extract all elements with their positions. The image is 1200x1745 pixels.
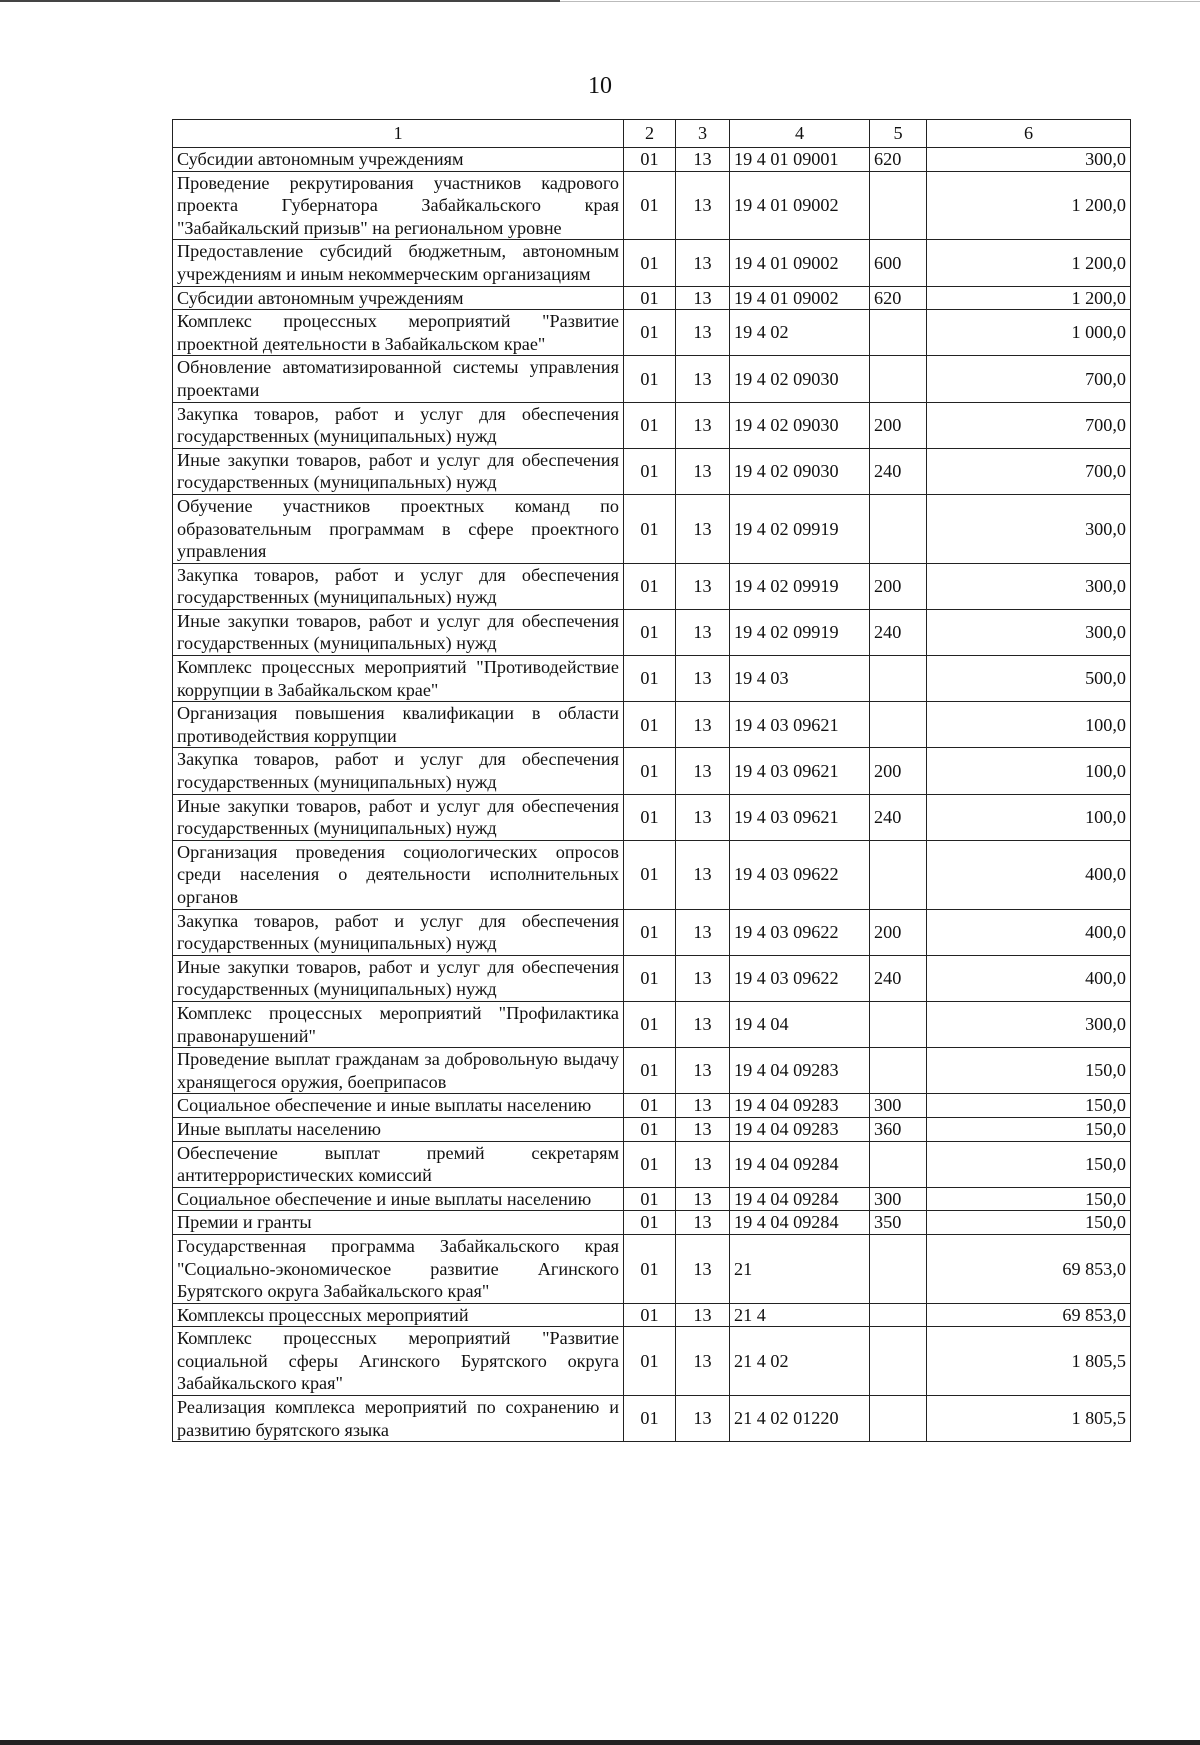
row-subsection: 13	[676, 955, 730, 1001]
row-section: 01	[624, 148, 676, 172]
row-section: 01	[624, 748, 676, 794]
table-row	[173, 840, 1131, 909]
row-amount: 500,0	[927, 656, 1131, 702]
row-expense-type: 200	[870, 748, 927, 794]
row-name: Закупка товаров, работ и услуг для обеспечения государственных (муниципальных) нужд	[173, 563, 624, 609]
row-expense-type: 620	[870, 148, 927, 172]
column-header-4: 4	[730, 120, 870, 148]
row-amount: 100,0	[927, 794, 1131, 840]
row-name: Премии и гранты	[173, 1211, 624, 1235]
row-target-article: 19 4 02	[730, 310, 870, 356]
row-target-article: 19 4 01 09001	[730, 148, 870, 172]
row-name: Комплекс процессных мероприятий "Развитие социальной сферы Агинского Бурятского округа Забайкальского края"	[173, 1327, 624, 1396]
column-header-3: 3	[676, 120, 730, 148]
row-amount: 700,0	[927, 356, 1131, 402]
row-section: 01	[624, 240, 676, 286]
row-amount: 1 805,5	[927, 1327, 1131, 1396]
row-name: Комплексы процессных мероприятий	[173, 1303, 624, 1327]
row-amount: 1 000,0	[927, 310, 1131, 356]
row-expense-type: 200	[870, 909, 927, 955]
row-target-article: 19 4 02 09030	[730, 402, 870, 448]
column-header-5: 5	[870, 120, 927, 148]
budget-table	[172, 119, 1131, 1442]
table-row	[173, 1303, 1131, 1327]
row-target-article: 19 4 03 09621	[730, 794, 870, 840]
table-row	[173, 656, 1131, 702]
row-target-article: 21 4 02	[730, 1327, 870, 1396]
table-row	[173, 1094, 1131, 1118]
row-expense-type	[870, 1141, 927, 1187]
row-amount: 400,0	[927, 909, 1131, 955]
table-row	[173, 1187, 1131, 1211]
row-target-article: 19 4 04 09284	[730, 1187, 870, 1211]
row-name: Реализация комплекса мероприятий по сохранению и развитию бурятского языка	[173, 1396, 624, 1442]
row-subsection: 13	[676, 1141, 730, 1187]
table-row	[173, 240, 1131, 286]
row-target-article: 19 4 01 09002	[730, 240, 870, 286]
column-header-1: 1	[173, 120, 624, 148]
row-expense-type	[870, 840, 927, 909]
table-header-row	[173, 120, 1131, 148]
row-amount: 300,0	[927, 1001, 1131, 1047]
row-subsection: 13	[676, 1234, 730, 1303]
row-subsection: 13	[676, 1187, 730, 1211]
row-expense-type	[870, 494, 927, 563]
row-expense-type	[870, 1327, 927, 1396]
row-amount: 69 853,0	[927, 1234, 1131, 1303]
row-subsection: 13	[676, 1001, 730, 1047]
row-amount: 700,0	[927, 402, 1131, 448]
row-name: Организация проведения социологических опросов среди населения о деятельности исполнительных органов	[173, 840, 624, 909]
row-name: Обеспечение выплат премий секретарям антитеррористических комиссий	[173, 1141, 624, 1187]
row-section: 01	[624, 609, 676, 655]
row-subsection: 13	[676, 794, 730, 840]
row-amount: 1 805,5	[927, 1396, 1131, 1442]
row-name: Иные закупки товаров, работ и услуг для обеспечения государственных (муниципальных) нужд	[173, 955, 624, 1001]
row-subsection: 13	[676, 171, 730, 240]
row-subsection: 13	[676, 148, 730, 172]
row-amount: 300,0	[927, 494, 1131, 563]
row-target-article: 19 4 04 09284	[730, 1211, 870, 1235]
row-name: Обучение участников проектных команд по образовательным программам в сфере проектного управления	[173, 494, 624, 563]
row-name: Предоставление субсидий бюджетным, автономным учреждениям и иным некоммерческим организациям	[173, 240, 624, 286]
row-subsection: 13	[676, 1117, 730, 1141]
row-amount: 100,0	[927, 702, 1131, 748]
row-section: 01	[624, 840, 676, 909]
row-amount: 300,0	[927, 609, 1131, 655]
top-scan-edge	[0, 0, 560, 2]
table-row	[173, 609, 1131, 655]
row-name: Закупка товаров, работ и услуг для обеспечения государственных (муниципальных) нужд	[173, 402, 624, 448]
row-expense-type: 620	[870, 286, 927, 310]
top-scan-edge-thin	[560, 1, 1200, 2]
row-subsection: 13	[676, 609, 730, 655]
row-expense-type: 600	[870, 240, 927, 286]
row-section: 01	[624, 171, 676, 240]
row-subsection: 13	[676, 563, 730, 609]
row-subsection: 13	[676, 748, 730, 794]
row-section: 01	[624, 1234, 676, 1303]
row-section: 01	[624, 310, 676, 356]
row-subsection: 13	[676, 402, 730, 448]
row-section: 01	[624, 1048, 676, 1094]
row-target-article: 19 4 04 09284	[730, 1141, 870, 1187]
row-section: 01	[624, 1187, 676, 1211]
row-expense-type	[870, 1303, 927, 1327]
row-subsection: 13	[676, 1327, 730, 1396]
row-subsection: 13	[676, 1211, 730, 1235]
row-target-article: 19 4 03 09621	[730, 702, 870, 748]
row-name: Закупка товаров, работ и услуг для обеспечения государственных (муниципальных) нужд	[173, 748, 624, 794]
row-target-article: 19 4 02 09919	[730, 609, 870, 655]
table-row	[173, 748, 1131, 794]
row-target-article: 21	[730, 1234, 870, 1303]
row-amount: 400,0	[927, 840, 1131, 909]
row-name: Иные закупки товаров, работ и услуг для обеспечения государственных (муниципальных) нужд	[173, 448, 624, 494]
row-name: Комплекс процессных мероприятий "Противодействие коррупции в Забайкальском крае"	[173, 656, 624, 702]
column-header-6: 6	[927, 120, 1131, 148]
table-row	[173, 148, 1131, 172]
row-section: 01	[624, 1001, 676, 1047]
row-name: Субсидии автономным учреждениям	[173, 286, 624, 310]
row-expense-type: 350	[870, 1211, 927, 1235]
table-row	[173, 356, 1131, 402]
table-row	[173, 909, 1131, 955]
row-target-article: 19 4 04 09283	[730, 1048, 870, 1094]
row-target-article: 19 4 02 09030	[730, 356, 870, 402]
row-subsection: 13	[676, 356, 730, 402]
row-subsection: 13	[676, 1396, 730, 1442]
row-name: Проведение рекрутирования участников кадрового проекта Губернатора Забайкальского края "Забайкальский призыв" на региональном уровне	[173, 171, 624, 240]
row-section: 01	[624, 955, 676, 1001]
table-body	[173, 148, 1131, 1442]
table-row	[173, 171, 1131, 240]
row-expense-type: 240	[870, 609, 927, 655]
row-target-article: 19 4 01 09002	[730, 286, 870, 310]
row-expense-type	[870, 656, 927, 702]
row-expense-type: 240	[870, 955, 927, 1001]
row-name: Субсидии автономным учреждениям	[173, 148, 624, 172]
table-row	[173, 1396, 1131, 1442]
row-expense-type: 200	[870, 563, 927, 609]
row-amount: 400,0	[927, 955, 1131, 1001]
row-section: 01	[624, 702, 676, 748]
row-expense-type	[870, 1396, 927, 1442]
row-name: Социальное обеспечение и иные выплаты населению	[173, 1094, 624, 1118]
row-section: 01	[624, 1094, 676, 1118]
row-subsection: 13	[676, 1094, 730, 1118]
bottom-scan-edge	[0, 1740, 1200, 1745]
row-name: Иные закупки товаров, работ и услуг для обеспечения государственных (муниципальных) нужд	[173, 609, 624, 655]
row-section: 01	[624, 1141, 676, 1187]
table-row	[173, 286, 1131, 310]
row-name: Комплекс процессных мероприятий "Профилактика правонарушений"	[173, 1001, 624, 1047]
row-section: 01	[624, 494, 676, 563]
row-expense-type	[870, 1048, 927, 1094]
row-subsection: 13	[676, 286, 730, 310]
table-row	[173, 402, 1131, 448]
row-subsection: 13	[676, 240, 730, 286]
table-row	[173, 702, 1131, 748]
row-section: 01	[624, 1396, 676, 1442]
row-subsection: 13	[676, 448, 730, 494]
row-name: Проведение выплат гражданам за добровольную выдачу хранящегося оружия, боеприпасов	[173, 1048, 624, 1094]
table-row	[173, 1048, 1131, 1094]
row-expense-type: 300	[870, 1187, 927, 1211]
row-section: 01	[624, 1211, 676, 1235]
table-row	[173, 448, 1131, 494]
row-target-article: 19 4 04 09283	[730, 1094, 870, 1118]
column-header-2: 2	[624, 120, 676, 148]
row-amount: 700,0	[927, 448, 1131, 494]
row-name: Иные закупки товаров, работ и услуг для обеспечения государственных (муниципальных) нужд	[173, 794, 624, 840]
row-amount: 150,0	[927, 1048, 1131, 1094]
row-target-article: 19 4 03 09622	[730, 955, 870, 1001]
row-name: Государственная программа Забайкальского края "Социально-экономическое развитие Агинского Бурятского округа Забайкальского края"	[173, 1234, 624, 1303]
table-row	[173, 1327, 1131, 1396]
row-amount: 150,0	[927, 1094, 1131, 1118]
row-amount: 150,0	[927, 1117, 1131, 1141]
table-row	[173, 794, 1131, 840]
row-target-article: 19 4 04 09283	[730, 1117, 870, 1141]
row-amount: 300,0	[927, 563, 1131, 609]
row-amount: 150,0	[927, 1211, 1131, 1235]
table-row	[173, 310, 1131, 356]
row-expense-type	[870, 1001, 927, 1047]
row-name: Организация повышения квалификации в области противодействия коррупции	[173, 702, 624, 748]
row-section: 01	[624, 402, 676, 448]
row-section: 01	[624, 794, 676, 840]
row-target-article: 19 4 03	[730, 656, 870, 702]
row-expense-type: 240	[870, 448, 927, 494]
row-target-article: 19 4 03 09622	[730, 909, 870, 955]
table-row	[173, 1117, 1131, 1141]
table-row	[173, 1001, 1131, 1047]
row-section: 01	[624, 356, 676, 402]
row-target-article: 19 4 04	[730, 1001, 870, 1047]
row-expense-type: 200	[870, 402, 927, 448]
row-expense-type	[870, 310, 927, 356]
page-number: 10	[588, 73, 612, 99]
row-name: Иные выплаты населению	[173, 1117, 624, 1141]
row-name: Социальное обеспечение и иные выплаты населению	[173, 1187, 624, 1211]
row-target-article: 21 4	[730, 1303, 870, 1327]
row-amount: 1 200,0	[927, 171, 1131, 240]
row-subsection: 13	[676, 1303, 730, 1327]
row-subsection: 13	[676, 702, 730, 748]
row-amount: 150,0	[927, 1141, 1131, 1187]
row-subsection: 13	[676, 494, 730, 563]
row-expense-type	[870, 702, 927, 748]
table-row	[173, 1141, 1131, 1187]
row-amount: 300,0	[927, 148, 1131, 172]
row-name: Закупка товаров, работ и услуг для обеспечения государственных (муниципальных) нужд	[173, 909, 624, 955]
row-section: 01	[624, 909, 676, 955]
row-amount: 1 200,0	[927, 240, 1131, 286]
row-expense-type: 360	[870, 1117, 927, 1141]
row-target-article: 19 4 01 09002	[730, 171, 870, 240]
row-expense-type: 240	[870, 794, 927, 840]
row-amount: 150,0	[927, 1187, 1131, 1211]
row-section: 01	[624, 1327, 676, 1396]
row-amount: 100,0	[927, 748, 1131, 794]
row-subsection: 13	[676, 1048, 730, 1094]
row-expense-type	[870, 356, 927, 402]
row-section: 01	[624, 1117, 676, 1141]
table-row	[173, 494, 1131, 563]
row-section: 01	[624, 656, 676, 702]
row-subsection: 13	[676, 656, 730, 702]
row-subsection: 13	[676, 909, 730, 955]
row-name: Обновление автоматизированной системы управления проектами	[173, 356, 624, 402]
table-row	[173, 955, 1131, 1001]
row-subsection: 13	[676, 310, 730, 356]
row-amount: 69 853,0	[927, 1303, 1131, 1327]
row-expense-type	[870, 1234, 927, 1303]
row-target-article: 19 4 02 09919	[730, 563, 870, 609]
row-expense-type	[870, 171, 927, 240]
row-target-article: 19 4 02 09030	[730, 448, 870, 494]
row-target-article: 19 4 03 09621	[730, 748, 870, 794]
row-section: 01	[624, 563, 676, 609]
row-target-article: 19 4 03 09622	[730, 840, 870, 909]
row-expense-type: 300	[870, 1094, 927, 1118]
row-target-article: 21 4 02 01220	[730, 1396, 870, 1442]
row-section: 01	[624, 448, 676, 494]
row-amount: 1 200,0	[927, 286, 1131, 310]
row-name: Комплекс процессных мероприятий "Развитие проектной деятельности в Забайкальском крае"	[173, 310, 624, 356]
table-row	[173, 1211, 1131, 1235]
table-row	[173, 563, 1131, 609]
table-row	[173, 1234, 1131, 1303]
row-section: 01	[624, 286, 676, 310]
row-target-article: 19 4 02 09919	[730, 494, 870, 563]
row-subsection: 13	[676, 840, 730, 909]
row-section: 01	[624, 1303, 676, 1327]
